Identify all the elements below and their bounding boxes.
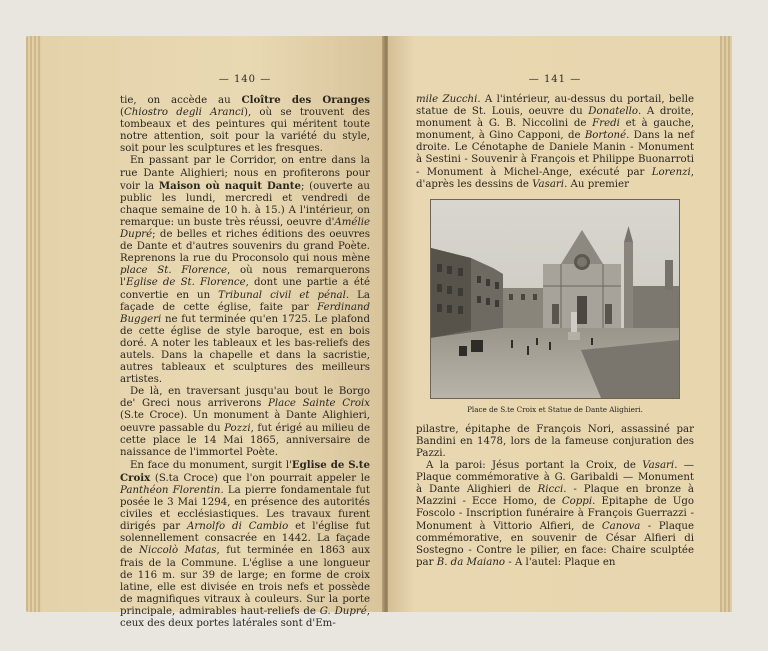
text-run: , fut érigé au milieu de cette place le 14 Mai 1865, anniversaire de naissance de l'immortel Poète. xyxy=(120,422,370,458)
text-run: et à gauche, monument, à Gino Capponi, de xyxy=(416,118,695,142)
bold-text: Cloître des Oranges xyxy=(241,94,370,106)
text-run: tie, on accède au xyxy=(120,95,242,106)
italic-text: Lorenzi xyxy=(651,166,691,178)
text-run: . — Plaque commémorative à G. Garibaldi — Monument à Dante Alighieri de xyxy=(416,460,694,496)
italic-text: Donatello xyxy=(588,106,639,118)
photo-caption: Place de S.te Croix et Statue de Dante Alighieri. xyxy=(467,404,643,414)
text-run: pilastre, épitaphe de François Nori, assassiné par Bandini en 1478, lors de la fameuse conjuration des Pazzi. xyxy=(416,423,694,459)
italic-text: Vasari xyxy=(532,178,565,190)
text-run: , fut terminée en 1863 aux frais de la Commune. L'église a une longueur de 116 m. sur 39 de large; en forme de croix latine, elle est divisée en trois nefs et possède de magnifiques vitraux à couleurs. Sur la porte principale, admirables haut-reliefs de xyxy=(120,545,370,617)
text-run: (S.te Croce). Un monument à Dante Alighieri, oeuvre passable du xyxy=(120,410,370,434)
paragraph xyxy=(416,94,694,191)
italic-text: Panthéon Florentin xyxy=(120,485,221,496)
text-run: . A l'intérieur, au-dessus du portail, belle statue de St. Louis, oeuvre du xyxy=(416,94,694,118)
italic-text: Canova xyxy=(601,520,641,532)
text-run: . La façade de cette église, faite par xyxy=(120,289,370,313)
italic-text: Chiostro degli Aranci xyxy=(123,107,244,119)
left-page xyxy=(42,36,386,630)
italic-text: Place Sainte Croix xyxy=(268,398,370,410)
italic-text: mile Zucchi xyxy=(416,94,478,105)
text-run: et l'église fut solennellement consacrée en 1442. La façade de xyxy=(120,521,370,557)
italic-text: Tribunal civil et pénal xyxy=(218,289,346,301)
text-run: ), où se trouvent des tombeaux et des peintures qui méritent toute notre attention, soit pour la variété du style, soit pour les sculptures et les fresques. xyxy=(120,107,370,155)
italic-text: Arnolfo di Cambio xyxy=(187,521,289,533)
right-page xyxy=(388,36,720,612)
italic-text: Ferdinand Buggeri xyxy=(120,301,370,325)
right-page-text-top xyxy=(416,94,694,191)
text-run: - Plaque commémorative, en souvenir de César Alfieri di Sostegno - Contre le pilier, en face: Chaire sculptée par xyxy=(416,520,695,568)
right-page-text-bottom xyxy=(416,424,694,569)
italic-text: Eglise de St. Florence xyxy=(126,277,246,289)
paragraph xyxy=(416,424,694,460)
right-page-number: — 141 — xyxy=(528,74,582,85)
text-run: . - Plaque en bronze à Mazzini - Ecce Homo, de xyxy=(416,484,694,508)
text-run: ; (ouverte au public les lundi, mercredi et vendredi de chaque semaine de 10 h. à 15.) A l'intérieur, on remarque: un buste très réussi, oeuvre d' xyxy=(120,180,370,228)
santa-croce-photograph xyxy=(430,199,680,399)
italic-text: B. da Maiano xyxy=(436,556,506,568)
left-page-number: — 140 — xyxy=(218,74,272,85)
italic-text: G. Dupré xyxy=(319,605,367,617)
text-run: , ceux des deux portes latérales sont d'Em- xyxy=(120,605,371,630)
text-run: De là, en traversant jusqu'au bout le Borgo de' Greci nous arriverons xyxy=(120,386,370,410)
text-run: . A droite, monument à G. B. Niccolini de xyxy=(416,106,694,130)
text-run: ; de belles et riches éditions des oeuvres de Dante et d'autres souvenirs du grand Poète. Reprenons la rue du Proconsolo qui nous mène xyxy=(120,229,370,265)
text-run: ne fut terminée qu'en 1725. Le plafond de cette église de style baroque, est en bois doré. A noter les tableaux et les bas-reliefs des autels. Dans la chapelle et dans la sacristie, autres tableaux et sculptures des meilleurs artistes. xyxy=(120,313,370,386)
text-run: . Dans la nef droite. Le Cénotaphe de Daniele Manin - Monument à Sestini - Souvenir à François et Philippe Buonarroti - Monument à Michel-Ange, exécuté par xyxy=(416,130,694,178)
bold-text: Eglise de S.te Croix xyxy=(120,458,370,484)
italic-text: Ricci xyxy=(537,484,564,496)
photo-illustration xyxy=(431,200,679,398)
text-run: . Au premier xyxy=(564,178,629,190)
italic-text: Niccolò Matas xyxy=(139,545,217,557)
italic-text: place St. Florence xyxy=(120,265,227,277)
text-run: En face du monument, surgit l' xyxy=(130,459,292,471)
text-run: , dont une partie a été convertie en un xyxy=(120,277,370,301)
text-run: - A l'autel: Plaque en xyxy=(505,556,616,568)
text-run: , où nous remarquerons l' xyxy=(120,265,370,289)
italic-text: Fredi xyxy=(592,118,620,130)
text-run: A la paroi: Jésus portant la Croix, de xyxy=(426,460,643,472)
paragraph xyxy=(120,94,370,155)
text-run: . La pierre fondamentale fut posée le 3 Mai 1294, en présence des autorités civiles et ecclésiastiques. Les travaux furent dirigés par xyxy=(120,485,370,533)
left-page-text xyxy=(120,94,370,630)
italic-text: Bortoné xyxy=(584,130,627,142)
text-run: , d'après les dessins de xyxy=(416,166,694,190)
italic-text: Pozzi xyxy=(224,422,251,434)
text-run: (S.ta Croce) que l'on pourrait appeler le xyxy=(150,472,370,484)
open-book xyxy=(26,30,738,630)
text-run: ( xyxy=(120,107,124,119)
italic-text: Vasari xyxy=(642,460,675,472)
paragraph xyxy=(120,386,370,459)
bold-text: Maison où naquit Dante xyxy=(158,179,301,192)
text-run: En passant par le Corridor, on entre dans la rue Dante Alighieri; nous en profiterons pour voir la xyxy=(120,155,370,192)
paragraph xyxy=(120,459,370,630)
paragraph xyxy=(416,460,694,569)
paragraph xyxy=(120,155,370,386)
italic-text: Coppi xyxy=(561,496,593,508)
text-run: . Epitaphe de Ugo Foscolo - Inscription funéraire à François Guerrazzi - Monument à Vittorio Alfieri, de xyxy=(416,496,694,532)
right-page-edges xyxy=(720,36,732,612)
italic-text: Amélie Dupré xyxy=(120,216,370,241)
